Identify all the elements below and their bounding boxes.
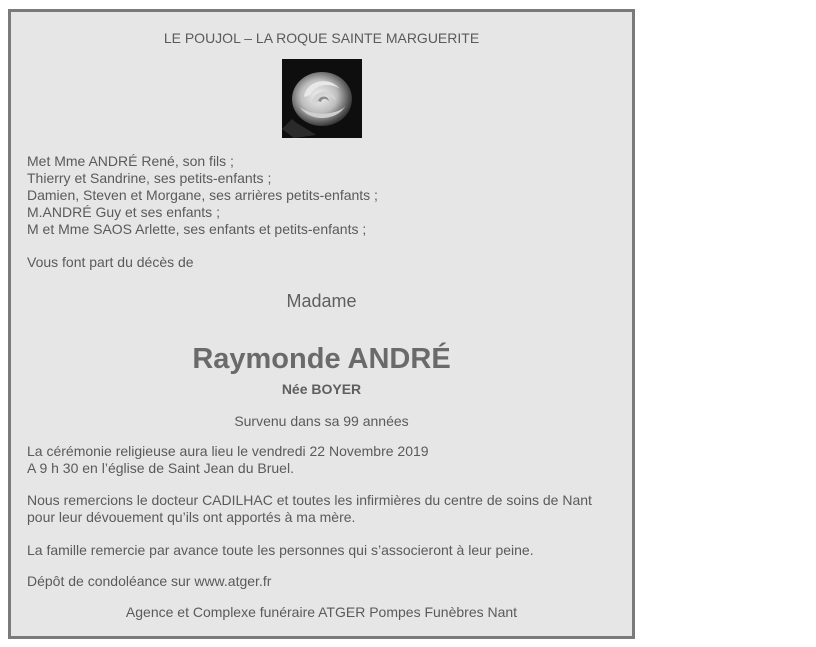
thanks-line: Nous remercions le docteur CADILHAC et toutes les infirmières du centre de soins de Nant	[27, 492, 592, 508]
family-line: M.ANDRÉ Guy et ses enfants ;	[27, 204, 220, 220]
condolences-text: Dépôt de condoléance sur www.atger.fr	[27, 573, 272, 589]
age-text: Survenu dans sa 99 années	[234, 413, 409, 429]
family-line: M et Mme SAOS Arlette, ses enfants et petits-enfants ;	[27, 221, 367, 237]
ceremony-info	[27, 443, 429, 477]
announcement-intro: Vous font part du décès de	[27, 254, 194, 270]
thanks-paragraph	[27, 492, 627, 526]
deceased-name: Raymonde ANDRÉ	[192, 343, 451, 375]
family-line: Thierry et Sandrine, ses petits-enfants ;	[27, 170, 272, 186]
deceased-civility: Madame	[286, 291, 357, 311]
obituary-card	[8, 9, 635, 639]
maiden-name: Née BOYER	[281, 381, 362, 397]
rose-image	[282, 59, 362, 138]
rose-photo	[282, 59, 362, 138]
family-line: Met Mme ANDRÉ René, son fils ;	[27, 153, 234, 169]
agency-footer: Agence et Complexe funéraire ATGER Pompes Funèbres Nant	[125, 604, 518, 620]
family-thanks: La famille remercie par avance toute les personnes qui s’associeront à leur peine.	[27, 542, 534, 558]
location-header: LE POUJOL – LA ROQUE SAINTE MARGUERITE	[163, 30, 480, 46]
family-line: Damien, Steven et Morgane, ses arrières petits-enfants ;	[27, 187, 378, 203]
ceremony-line: A 9 h 30 en l’église de Saint Jean du Bruel.	[27, 460, 294, 476]
thanks-line: pour leur dévouement qu’ils ont apportés à ma mère.	[27, 509, 356, 525]
ceremony-line: La cérémonie religieuse aura lieu le vendredi 22 Novembre 2019	[27, 443, 429, 459]
family-list	[27, 153, 378, 238]
